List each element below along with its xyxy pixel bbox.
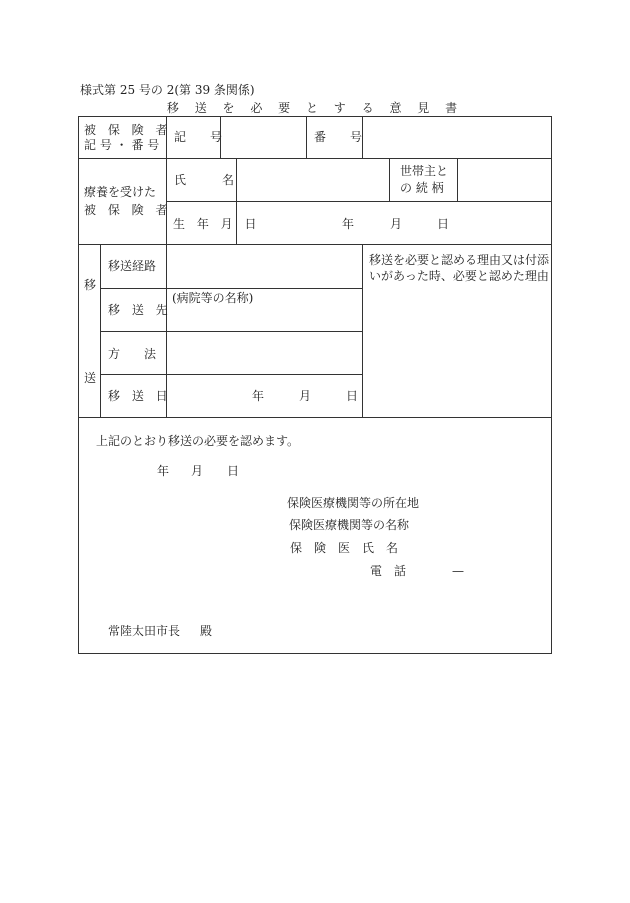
transport-side-label-top: 移 bbox=[84, 278, 97, 292]
route-field[interactable] bbox=[168, 246, 361, 287]
certification-day-unit: 日 bbox=[227, 464, 240, 478]
insured-id-label-line2: 記 号 ・ 番 号 bbox=[84, 138, 160, 152]
honorific: 殿 bbox=[200, 624, 213, 638]
name-label: 氏 名 bbox=[174, 173, 235, 187]
phone-separator: — bbox=[452, 564, 464, 578]
reason-label-line2: いがあった時、必要と認めた理由 bbox=[369, 269, 549, 283]
transport-date-month-unit: 月 bbox=[299, 389, 312, 403]
route-label: 移送経路 bbox=[108, 259, 157, 273]
patient-label-line1: 療養を受けた bbox=[84, 185, 157, 199]
transport-side-label-bottom: 送 bbox=[84, 371, 97, 385]
birth-day-unit: 日 bbox=[437, 217, 450, 231]
birthdate-label: 生 年 月 日 bbox=[173, 217, 261, 231]
method-field[interactable] bbox=[168, 333, 361, 373]
form-number: 様式第 25 号の 2(第 39 条関係) bbox=[80, 83, 255, 97]
certification-year-unit: 年 bbox=[157, 464, 170, 478]
institution-address-label: 保険医療機関等の所在地 bbox=[287, 496, 420, 510]
phone-label: 電 話 bbox=[370, 564, 407, 578]
certification-statement: 上記のとおり移送の必要を認めます。 bbox=[96, 434, 300, 448]
method-label: 方 法 bbox=[108, 347, 157, 361]
transport-date-label: 移 送 日 bbox=[108, 389, 172, 403]
insured-id-label-line1: 被 保 険 者 bbox=[84, 123, 172, 137]
birth-year-unit: 年 bbox=[342, 217, 355, 231]
relation-field[interactable] bbox=[459, 160, 550, 200]
destination-hint: (病院等の名称) bbox=[172, 291, 254, 305]
destination-label: 移 送 先 bbox=[108, 303, 172, 317]
birth-month-unit: 月 bbox=[390, 217, 403, 231]
addressee: 常陸太田市長 bbox=[108, 624, 181, 638]
number-label: 番 号 bbox=[314, 130, 363, 144]
doctor-name-label: 保 険 医 氏 名 bbox=[290, 541, 399, 555]
relation-label-line1: 世帯主と bbox=[400, 164, 449, 178]
certification-month-unit: 月 bbox=[191, 464, 204, 478]
name-field[interactable] bbox=[238, 160, 388, 200]
number-field[interactable] bbox=[364, 118, 550, 157]
transport-date-day-unit: 日 bbox=[346, 389, 359, 403]
document-title: 移 送 を 必 要 と す る 意 見 書 bbox=[166, 101, 464, 115]
relation-label-line2: の 続 柄 bbox=[400, 181, 444, 195]
symbol-label: 記 号 bbox=[174, 130, 223, 144]
reason-label-line1: 移送を必要と認める理由又は付添 bbox=[369, 253, 550, 267]
symbol-field[interactable] bbox=[222, 118, 305, 157]
institution-name-label: 保険医療機関等の名称 bbox=[289, 518, 410, 532]
patient-label-line2: 被 保 険 者 bbox=[84, 203, 172, 217]
transport-date-year-unit: 年 bbox=[252, 389, 265, 403]
